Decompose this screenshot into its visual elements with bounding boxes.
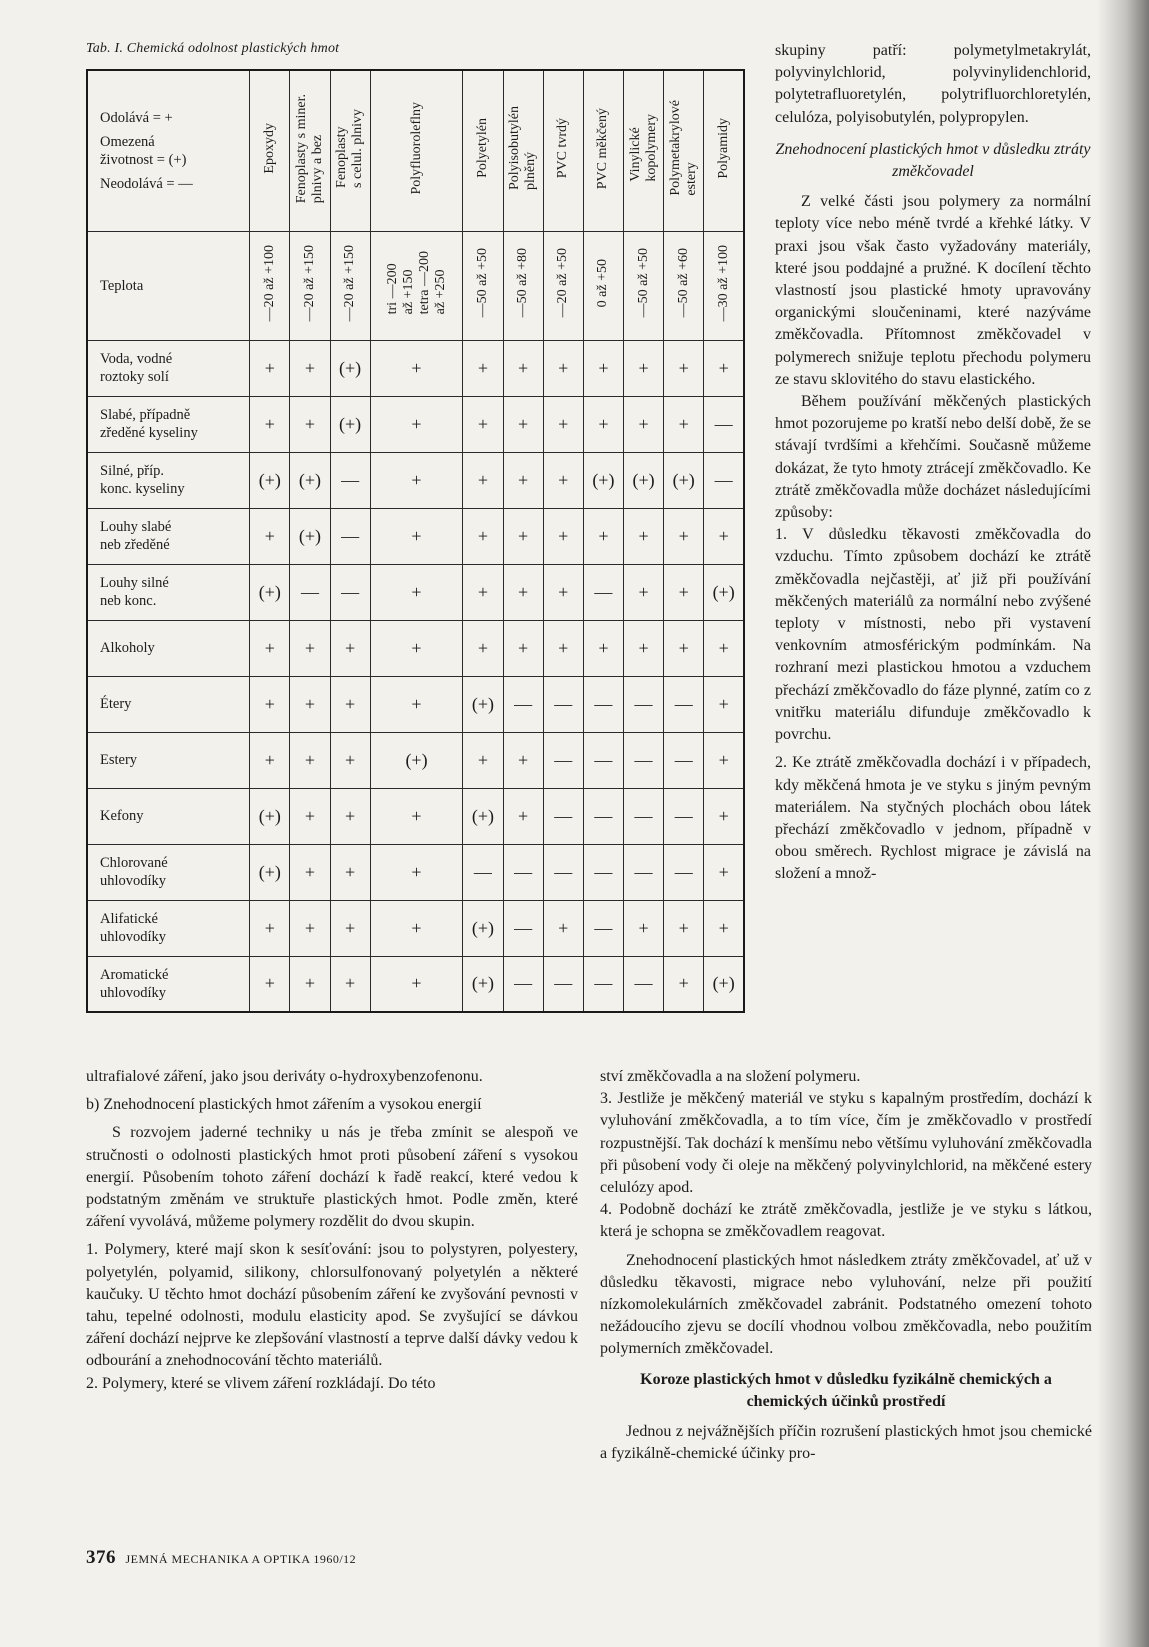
resistance-value: (+): [330, 340, 370, 396]
material-temperature: [370, 231, 463, 340]
legend-limited-line2: životnost = (+): [100, 151, 187, 168]
resistance-value: +: [543, 508, 583, 564]
material-header: [370, 70, 463, 231]
resistance-value: (+): [250, 564, 290, 620]
resistance-value: +: [583, 508, 623, 564]
resistance-value: +: [664, 956, 704, 1012]
material-name: Fenoplasty s celul. plnivy: [334, 108, 366, 188]
resistance-value: (+): [583, 452, 623, 508]
resistance-value: +: [704, 844, 744, 900]
material-header: [250, 70, 290, 231]
paragraph: 3. Jestliže je měkčený materiál ve styku s kapalným prostředím, dochází k vyluhování změkčovadla, a to tím více, čím je změkčovadlo v prostředí rozpustnější. Tak dochází k menšímu nebo většímu vyluhování změkčovadla při působení vody či oleje na měkčený polyvinylchlorid, na měkčené estery celulózy apod.: [600, 1090, 1092, 1197]
resistance-value: —: [704, 396, 744, 452]
material-header: [503, 70, 543, 231]
resistance-value: +: [330, 732, 370, 788]
resistance-value: (+): [250, 452, 290, 508]
material-temperature: [623, 231, 663, 340]
resistance-value: +: [623, 508, 663, 564]
resistance-value: +: [704, 732, 744, 788]
resistance-value: (+): [704, 956, 744, 1012]
resistance-value: +: [463, 620, 503, 676]
temperature-label: Teplota: [87, 231, 250, 340]
temperature-range: —20 až +50: [555, 248, 571, 318]
resistance-value: —: [543, 788, 583, 844]
resistance-value: +: [250, 620, 290, 676]
resistance-value: —: [330, 452, 370, 508]
resistance-value: —: [664, 676, 704, 732]
environment-label: Louhy silné neb konc.: [87, 564, 250, 620]
resistance-value: —: [330, 564, 370, 620]
material-name: Epoxydy: [261, 122, 277, 174]
material-temperature: [543, 231, 583, 340]
material-header: [330, 70, 370, 231]
resistance-value: +: [623, 620, 663, 676]
resistance-value: +: [664, 564, 704, 620]
resistance-value: —: [583, 732, 623, 788]
resistance-value: +: [250, 956, 290, 1012]
table-row: [87, 340, 744, 396]
page-gutter-shadow: [1097, 0, 1149, 1647]
resistance-value: —: [463, 844, 503, 900]
paragraph: 1. Polymery, které mají skon k sesíťování: jsou to polystyren, polyestery, polyetylén, polyamid, silikony, chlorsulfonovaný polyetylén a některé kaučuky. U těchto hmot dochází působením záření ke zvyšování pevnosti v tahu, tepelné odolnosti, modulu elasticity apod. Se zvyšující se dávkou záření dochází nejprve ke zlepšování vlastností a teprve další dávky vedou k odbourání a znehodnocování těchto materiálů.: [86, 1241, 578, 1370]
material-name: Vinylické kopolymery: [627, 114, 659, 183]
resistance-value: +: [503, 732, 543, 788]
material-name: Polyetylén: [474, 118, 490, 179]
resistance-value: +: [543, 396, 583, 452]
resistance-value: —: [583, 844, 623, 900]
resistance-value: (+): [463, 676, 503, 732]
resistance-value: +: [370, 844, 463, 900]
table-row: [87, 508, 744, 564]
resistance-value: +: [290, 844, 330, 900]
material-temperature: [503, 231, 543, 340]
page-number: 376: [86, 1547, 116, 1568]
resistance-value: —: [503, 676, 543, 732]
resistance-value: —: [503, 844, 543, 900]
resistance-value: (+): [463, 900, 503, 956]
table-row: [87, 452, 744, 508]
material-temperature: [704, 231, 744, 340]
resistance-value: +: [463, 732, 503, 788]
legend-limited-line1: Omezená: [100, 133, 155, 150]
temperature-range: 0 až +50: [595, 258, 611, 308]
resistance-value: +: [583, 620, 623, 676]
right-column-top: [775, 40, 1091, 886]
resistance-value: +: [330, 956, 370, 1012]
resistance-value: +: [463, 452, 503, 508]
environment-label: Silné, příp. konc. kyseliny: [87, 452, 250, 508]
resistance-value: +: [330, 844, 370, 900]
material-name: Polyfluoroleflny: [408, 101, 424, 195]
resistance-value: +: [463, 396, 503, 452]
paragraph: S rozvojem jaderné techniky u nás je třeba zmínit se alespoň ve stručnosti o odolnosti plastických hmot proti působení záření s vysokou energií. Působením tohoto záření dochází k řadě reakcí, které vedou k podstatným změnám ve struktuře plastických hmot. Podle změn, které záření vyvolává, můžeme polymery rozdělit do dvou skupin.: [86, 1124, 578, 1231]
resistance-value: +: [290, 340, 330, 396]
resistance-value: +: [250, 396, 290, 452]
resistance-value: (+): [463, 788, 503, 844]
resistance-value: +: [503, 396, 543, 452]
resistance-value: +: [503, 620, 543, 676]
material-temperature: [463, 231, 503, 340]
resistance-value: +: [543, 340, 583, 396]
right-column-bottom: [600, 1066, 1092, 1465]
resistance-value: +: [290, 956, 330, 1012]
table-row: [87, 900, 744, 956]
resistance-value: +: [370, 956, 463, 1012]
resistance-value: —: [623, 956, 663, 1012]
material-name: PVC měkčený: [595, 107, 611, 189]
resistance-value: +: [370, 564, 463, 620]
temperature-range: —20 až +150: [301, 244, 317, 322]
resistance-value: —: [623, 844, 663, 900]
resistance-value: +: [623, 340, 663, 396]
resistance-value: +: [370, 452, 463, 508]
environment-label: Voda, vodné roztoky solí: [87, 340, 250, 396]
material-header: [704, 70, 744, 231]
resistance-value: +: [250, 676, 290, 732]
resistance-value: +: [704, 340, 744, 396]
section-heading: Znehodnocení plastických hmot v důsledku ztráty změkčovadel: [775, 140, 1091, 181]
table-row: [87, 956, 744, 1012]
material-header: [543, 70, 583, 231]
material-header: [583, 70, 623, 231]
environment-label: Slabé, případně zředěné kyseliny: [87, 396, 250, 452]
temperature-range: —50 až +80: [515, 248, 531, 318]
material-temperature: [330, 231, 370, 340]
resistance-value: +: [583, 396, 623, 452]
material-name: PVC tvrdý: [555, 118, 571, 179]
page-footer: [86, 1547, 356, 1569]
resistance-value: (+): [664, 452, 704, 508]
resistance-value: —: [503, 900, 543, 956]
legend-fails: Neodolává = —: [100, 175, 193, 192]
resistance-value: +: [583, 340, 623, 396]
resistance-value: —: [623, 788, 663, 844]
paragraph: 2. Ke ztrátě změkčovadla dochází i v případech, kdy měkčená hmota je ve styku s jiným pevným materiálem. Na styčných plochách obou látek přechází změkčovadlo v jednom, případně v obou směrech. Rychlost migrace je závislá na složení a množ-: [775, 754, 1091, 883]
resistance-value: —: [583, 900, 623, 956]
resistance-value: —: [543, 732, 583, 788]
temperature-range: —20 až +100: [261, 244, 277, 322]
material-name: Fenoplasty s miner. plnivy a bez: [293, 93, 325, 203]
table-row: [87, 676, 744, 732]
resistance-value: (+): [370, 732, 463, 788]
resistance-value: +: [664, 620, 704, 676]
table-row: [87, 788, 744, 844]
resistance-value: +: [623, 564, 663, 620]
resistance-value: +: [250, 900, 290, 956]
resistance-value: (+): [463, 956, 503, 1012]
environment-label: Aromatické uhlovodíky: [87, 956, 250, 1012]
resistance-value: +: [290, 788, 330, 844]
resistance-value: +: [290, 676, 330, 732]
resistance-value: —: [330, 508, 370, 564]
resistance-value: +: [664, 396, 704, 452]
table-row: [87, 732, 744, 788]
resistance-value: +: [704, 676, 744, 732]
resistance-value: +: [503, 788, 543, 844]
resistance-value: +: [704, 788, 744, 844]
table-legend: [87, 70, 250, 231]
resistance-value: —: [623, 732, 663, 788]
resistance-value: —: [583, 676, 623, 732]
resistance-value: +: [370, 676, 463, 732]
environment-label: Kefony: [87, 788, 250, 844]
paragraph: Z velké části jsou polymery za normální teploty více nebo méně tvrdé a křehké látky. V praxi jsou však často vyžadovány materiály, které jsou poddajné a pružné. K docílení těchto vlastností jsou plastické hmoty upravovány organickými sloučeninami, které nazýváme změkčovadla. Přítomnost změkčovadel v polymerech snižuje teplotu přechodu polymeru ze stavu sklovitého do stavu elastického.: [775, 193, 1091, 388]
left-column-bottom: [86, 1066, 578, 1395]
temperature-range: —50 až +50: [474, 248, 490, 318]
resistance-value: +: [250, 508, 290, 564]
material-header: [290, 70, 330, 231]
temperature-range: —20 až +150: [342, 244, 358, 322]
resistance-value: +: [290, 732, 330, 788]
environment-label: Alifatické uhlovodíky: [87, 900, 250, 956]
legend-resists: Odolává = +: [100, 109, 173, 126]
resistance-value: +: [704, 508, 744, 564]
paragraph: ultrafialové záření, jako jsou deriváty o-hydroxybenzofenonu.: [86, 1068, 483, 1085]
paragraph: Znehodnocení plastických hmot následkem ztráty změkčovadel, ať už v důsledku těkavosti, migrace nebo vyluhování, nelze při použití nízkomolekulárních změkčovadel zabránit. Podstatného omezení tohoto nežádoucího zjevu se docílí vhodnou volbou změkčovadla, nebo použitím polymerních změkčovadel.: [600, 1251, 1092, 1358]
resistance-value: +: [503, 564, 543, 620]
resistance-value: +: [290, 900, 330, 956]
resistance-value: —: [503, 956, 543, 1012]
material-header: [623, 70, 663, 231]
material-name: Polyamidy: [715, 117, 731, 179]
environment-label: Étery: [87, 676, 250, 732]
material-name: Polymetakrylové estery: [667, 100, 699, 197]
paragraph: 2. Polymery, které se vlivem záření rozkládají. Do této: [86, 1374, 436, 1392]
resistance-value: —: [623, 676, 663, 732]
resistance-value: +: [370, 340, 463, 396]
resistance-value: —: [543, 844, 583, 900]
resistance-value: +: [543, 564, 583, 620]
paragraph: b) Znehodnocení plastických hmot zářením a vysokou energií: [86, 1096, 482, 1114]
resistance-value: +: [330, 676, 370, 732]
paragraph: Během používání měkčených plastických hmot pozorujeme po kratší nebo delší době, že se stávají tvrdšími a křehčími. Současně můžeme dokázat, že tyto hmoty ztrácejí změkčovadlo. Ke ztrátě změkčovadla může docházet následujícími způsoby:: [775, 393, 1091, 522]
resistance-value: —: [583, 956, 623, 1012]
resistance-value: +: [463, 340, 503, 396]
paragraph: 4. Podobně dochází ke ztrátě změkčovadla, jestliže je ve styku s látkou, která je schopna se změkčovadlem reagovat.: [600, 1201, 1092, 1241]
resistance-value: —: [290, 564, 330, 620]
material-temperature: [583, 231, 623, 340]
temperature-range: —50 až +60: [675, 248, 691, 318]
resistance-value: —: [543, 676, 583, 732]
resistance-value: +: [250, 340, 290, 396]
resistance-value: +: [330, 900, 370, 956]
resistance-value: +: [623, 396, 663, 452]
section-heading: Koroze plastických hmot v důsledku fyzikálně chemických a chemických účinků prostředí: [640, 1370, 1052, 1410]
paragraph: Jednou z nejvážnějších příčin rozrušení plastických hmot jsou chemické a fyzikálně-chemické účinky pro-: [600, 1423, 1092, 1463]
resistance-value: (+): [330, 396, 370, 452]
resistance-value: +: [370, 620, 463, 676]
table-row: [87, 844, 744, 900]
table-row: [87, 620, 744, 676]
resistance-value: +: [290, 620, 330, 676]
resistance-value: +: [290, 396, 330, 452]
material-temperature: [290, 231, 330, 340]
resistance-value: +: [370, 396, 463, 452]
resistance-value: —: [583, 788, 623, 844]
resistance-value: +: [330, 620, 370, 676]
table-row: [87, 564, 744, 620]
material-header: [463, 70, 503, 231]
table-caption: Tab. I. Chemická odolnost plastických hmot: [86, 41, 340, 56]
temperature-range: —30 až +100: [715, 244, 731, 322]
resistance-value: (+): [250, 788, 290, 844]
resistance-value: +: [503, 508, 543, 564]
chemical-resistance-table: [86, 69, 745, 1013]
resistance-value: —: [583, 564, 623, 620]
resistance-value: +: [503, 340, 543, 396]
resistance-value: —: [704, 452, 744, 508]
paragraph: ství změkčovadla a na složení polymeru.: [600, 1068, 861, 1085]
resistance-value: +: [664, 508, 704, 564]
resistance-value: +: [704, 900, 744, 956]
paragraph: 1. V důsledku těkavosti změkčovadla do vzduchu. Tímto způsobem dochází ke ztrátě změkčovadla nejčastěji, ať již při používání měkčených materiálů za normální nebo zvýšené teploty v místnosti, nebo při vystavení venkovním atmosférickým podmínkám. Na rozhraní mezi plastickou hmotou a vzduchem přechází změkčovadlo do fáze plynné, zatím co z vnitřku materiálu difunduje změkčovadlo k povrchu.: [775, 526, 1091, 744]
resistance-value: +: [543, 900, 583, 956]
resistance-value: (+): [704, 564, 744, 620]
journal-title: JEMNÁ MECHANIKA A OPTIKA 1960/12: [125, 1552, 357, 1566]
resistance-value: +: [543, 452, 583, 508]
resistance-value: +: [664, 340, 704, 396]
resistance-value: +: [664, 900, 704, 956]
resistance-value: +: [543, 620, 583, 676]
temperature-range: tri —200 až +150 tetra —200 až +250: [384, 251, 448, 315]
resistance-value: (+): [623, 452, 663, 508]
resistance-value: +: [503, 452, 543, 508]
material-temperature: [664, 231, 704, 340]
resistance-value: (+): [290, 452, 330, 508]
resistance-value: +: [370, 900, 463, 956]
temperature-range: —50 až +50: [635, 248, 651, 318]
resistance-value: +: [250, 732, 290, 788]
resistance-value: +: [463, 508, 503, 564]
resistance-value: +: [704, 620, 744, 676]
environment-label: Louhy slabé neb zředěné: [87, 508, 250, 564]
environment-label: Chlorované uhlovodíky: [87, 844, 250, 900]
resistance-value: +: [623, 900, 663, 956]
table-row: [87, 396, 744, 452]
resistance-value: —: [664, 732, 704, 788]
resistance-value: —: [664, 788, 704, 844]
resistance-value: +: [370, 788, 463, 844]
resistance-value: —: [543, 956, 583, 1012]
paragraph: skupiny patří: polymetylmetakrylát, polyvinylchlorid, polyvinylidenchlorid, polytetrafluoretylén, polytrifluorchloretylén, celulóza, polyisobutylén, polypropylen.: [775, 42, 1091, 126]
resistance-value: +: [370, 508, 463, 564]
environment-label: Estery: [87, 732, 250, 788]
resistance-value: +: [330, 788, 370, 844]
resistance-value: —: [664, 844, 704, 900]
resistance-value: +: [463, 564, 503, 620]
material-header: [664, 70, 704, 231]
environment-label: Alkoholy: [87, 620, 250, 676]
resistance-value: (+): [290, 508, 330, 564]
material-temperature: [250, 231, 290, 340]
material-name: Polyisobutylén plněný: [507, 106, 539, 191]
resistance-value: (+): [250, 844, 290, 900]
